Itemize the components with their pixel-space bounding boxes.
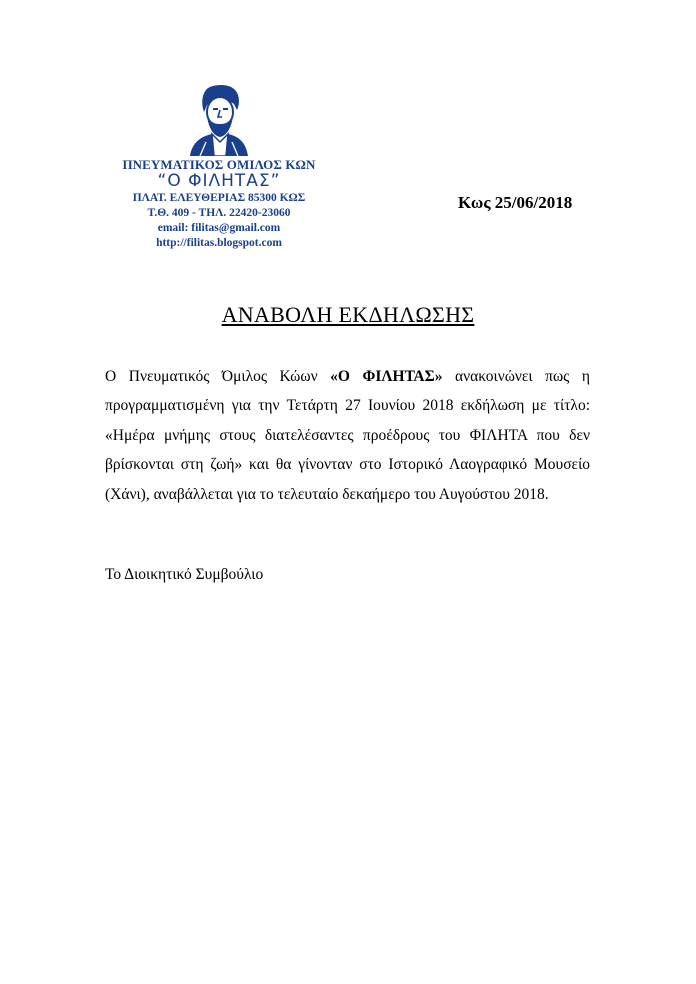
body-intro: Ο Πνευματικός Όμιλος Κώων [105,368,331,385]
document-title: ΑΝΑΒΟΛΗ ΕΚΔΗΛΩΣΗΣ [221,302,475,327]
letterhead-website: http://filitas.blogspot.com [156,237,282,249]
body-organization-name: «Ο ΦΙΛΗΤΑΣ» [330,368,443,385]
letterhead-address: ΠΛΑΤ. ΕΛΕΥΘΕΡΙΑΣ 85300 ΚΩΣ [132,192,306,204]
bearded-man-portrait-icon [176,82,262,156]
letterhead [100,82,338,251]
letterhead-phone: Τ.Θ. 409 - ΤΗΛ. 22420-23060 [147,207,291,219]
document-date: Κως 25/06/2018 [458,193,573,212]
announcement-body [105,362,590,509]
letterhead-organization: ΠΝΕΥΜΑΤΙΚΟΣ ΟΜΙΛΟΣ ΚΩΝ [122,157,316,172]
body-text: ανακοινώνει πως η προγραμματισμένη για την Τετάρτη 27 Ιουνίου 2018 εκδήλωση με τίτλο: «Ημέρα μνήμης στους διατελέσαντες προέδρους του ΦΙΛΗΤΑ που δεν βρίσκονται στη ζωή» και θα γίνονταν στο Ιστορικό Λαογραφικό Μουσείο (Χάνι), αναβάλλεται για το τελευταίο δεκαήμερο του Αυγούστου 2018. [105,368,590,503]
signature: Το Διοικητικό Συμβούλιο [105,566,264,583]
letterhead-name: “Ο ΦΙΛΗΤΑΣ” [157,171,281,191]
letterhead-email: email: filitas@gmail.com [157,222,281,234]
